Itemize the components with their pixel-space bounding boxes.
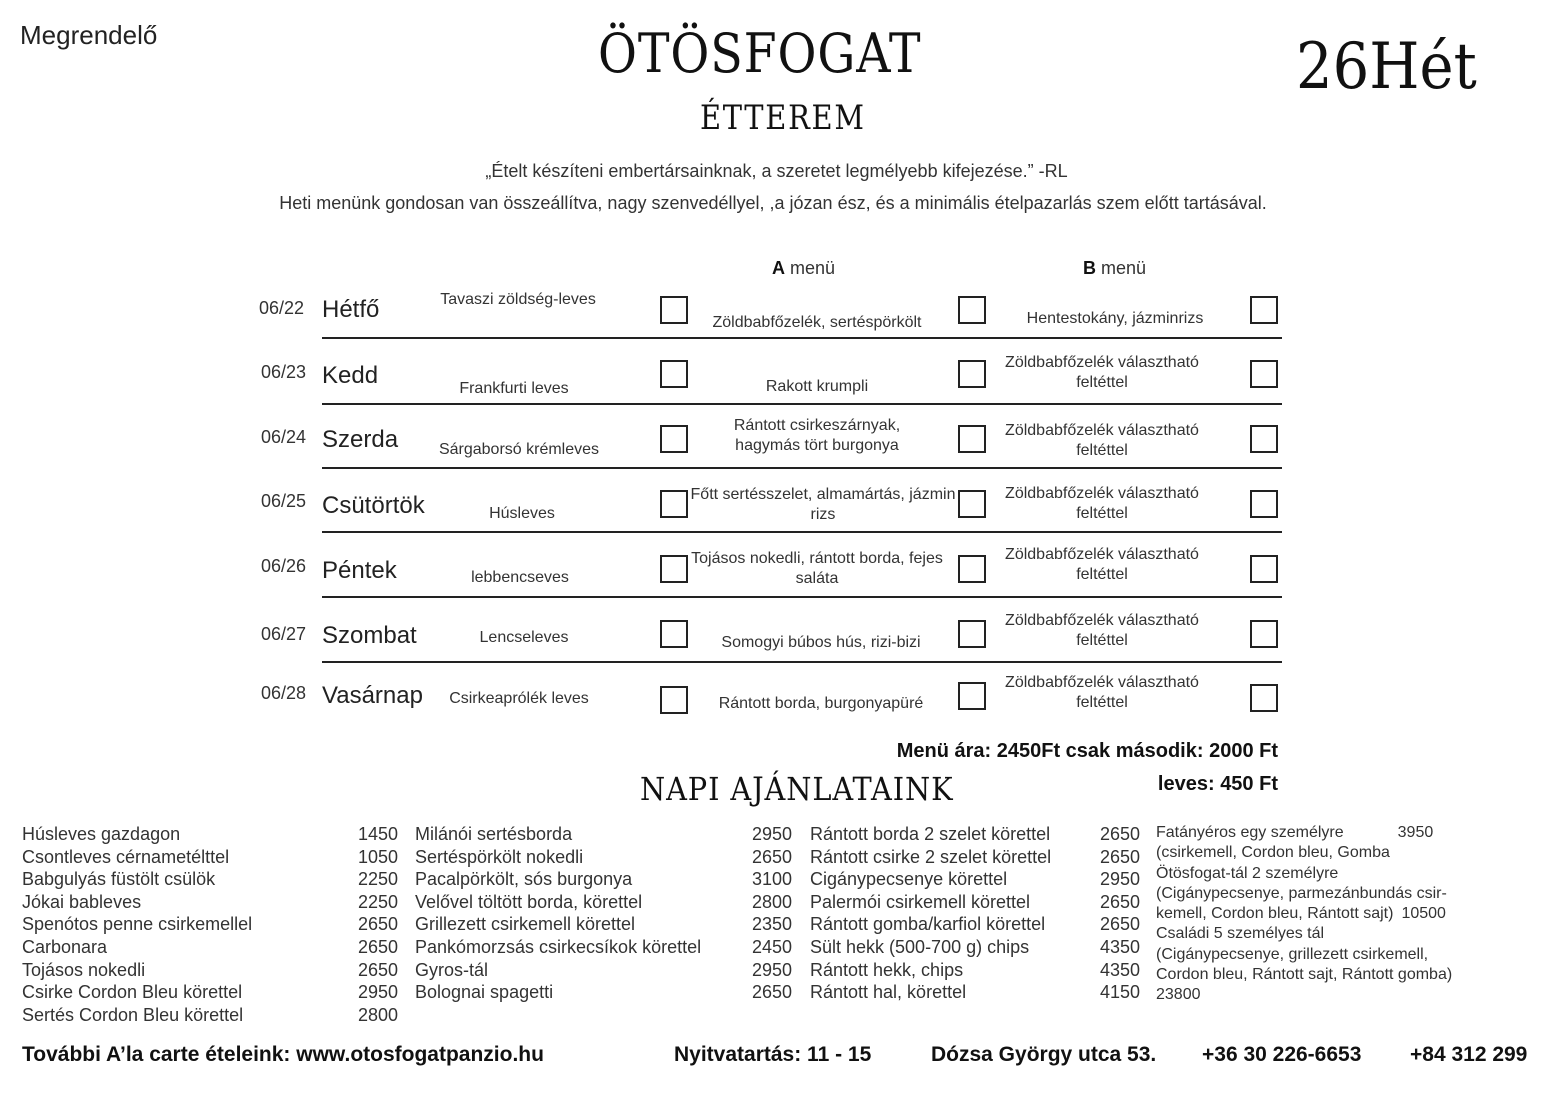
soup-checkbox[interactable] [660,686,688,714]
soup-cell: lebbencseves [471,569,569,586]
soup-cell: Tavaszi zöldség-leves [440,291,596,308]
menu-item-price: 2450 [752,936,793,957]
daily-offers-title: NAPI AJÁNLATAINK [640,770,954,808]
menu-col2-prices [752,823,792,1004]
menu-col3-prices [1100,823,1140,1004]
family-line: 23800 [1156,986,1201,1004]
menu-b-cell: Zöldbabfőzelék választható feltéttel [1005,546,1199,583]
family-price: 10500 [1401,905,1446,923]
menu-item-price: 2950 [752,959,793,980]
menu-item-price: 2650 [1100,914,1141,935]
menu-b-checkbox[interactable] [1250,555,1278,583]
day-date: 06/22 [258,298,304,318]
intro-text: Heti menünk gondosan van összeállítva, nagy szenvedéllyel, ,a józan ész, és a minimális ételpazarlás szem előtt tartásával. [279,193,1267,213]
family-line: Cordon bleu, Rántott sajt, Rántott gomba) [1156,966,1453,984]
menu-item-name: Cigánypecsenye körettel [810,869,1008,890]
menu-a-checkbox[interactable] [958,490,986,518]
row-divider [322,467,1282,469]
soup-cell: Sárgaborsó krémleves [438,441,600,458]
menu-item-name: Palermói csirkemell körettel [810,891,1031,912]
motto-quote: „Ételt készíteni embertársainknak, a szeretet legmélyebb kifejezése.” -RL [485,161,1068,181]
alacarte-website-link[interactable]: További A’la carte ételeink: www.otosfogatpanzio.hu [22,1043,544,1066]
day-date: 06/23 [260,362,306,382]
menu-item-price: 1050 [358,846,399,867]
menu-item-price: 2950 [752,824,793,844]
phone-number: +36 30 226-6653 [1202,1043,1362,1066]
menu-item-price: 2650 [358,936,399,957]
family-line: Ötösfogat-tál 2 személyre [1156,864,1339,882]
menu-a-checkbox[interactable] [958,620,986,648]
menu-a-checkbox[interactable] [958,360,986,388]
restaurant-logo-subtitle: ÉTTEREM [700,98,866,138]
menu-item-price: 2250 [358,891,399,912]
menu-a-cell: Zöldbabfőzelék, sertéspörkölt [712,314,922,331]
day-date: 06/24 [260,427,306,447]
menu-col1-prices [358,823,398,1026]
menu-b-checkbox[interactable] [1250,360,1278,388]
menu-b-cell: Zöldbabfőzelék választható feltéttel [1005,674,1199,711]
menu-item-name: Pacalpörkölt, sós burgonya [415,869,633,890]
menu-item-price: 2650 [358,914,399,935]
menu-b-checkbox[interactable] [1250,684,1278,712]
menu-a-checkbox[interactable] [958,682,986,710]
week-label: 26Hét [1296,30,1477,104]
soup-cell: Lencseleves [479,629,569,646]
menu-item-price: 2650 [1100,891,1141,912]
day-name: Kedd [322,362,379,389]
soup-checkbox[interactable] [660,620,688,648]
soup-checkbox[interactable] [660,490,688,518]
menu-a-cell: Rántott csirkeszárnyak, hagymás tört burgonya [733,417,901,454]
menu-item-name: Grillezett csirkemell körettel [415,914,636,935]
menu-item-name: Csirke Cordon Bleu körettel [22,982,243,1003]
day-date: 06/27 [260,624,306,644]
menu-a-cell: Somogyi búbos hús, rizi-bizi [721,634,921,651]
day-name: Vasárnap [322,682,423,709]
menu-b-checkbox[interactable] [1250,490,1278,518]
soup-price: leves: 450 Ft [1157,773,1278,795]
menu-item-price: 3100 [752,869,793,890]
column-heading-b: B menü [1083,258,1147,278]
menu-b-cell: Hentestokány, jázminrizs [1026,310,1204,327]
menu-item-price: 1450 [358,824,399,844]
menu-a-checkbox[interactable] [958,425,986,453]
row-divider [322,596,1282,598]
menu-a-cell: Rántott borda, burgonyapüré [718,695,924,712]
day-name: Szombat [322,622,417,649]
menu-item-name: Pankómorzsás csirkecsíkok körettel [415,936,702,957]
row-divider [322,337,1282,339]
menu-item-price: 4350 [1100,959,1141,980]
menu-b-checkbox[interactable] [1250,425,1278,453]
menu-item-name: Sült hekk (500-700 g) chips [810,936,1030,957]
menu-col3-names [810,823,1051,1004]
menu-col2-names [415,823,701,1004]
menu-item-name: Bolognai spagetti [415,982,554,1003]
menu-item-name: Carbonara [22,936,108,957]
menu-item-price: 2800 [358,1004,399,1025]
menu-a-checkbox[interactable] [958,296,986,324]
column-heading-a: A menü [772,258,836,278]
restaurant-logo: ÖTÖSFOGAT [598,22,922,85]
soup-cell: Csirkeaprólék leves [449,690,589,707]
menu-item-name: Rántott borda 2 szelet körettel [810,824,1051,844]
menu-item-name: Húsleves gazdagon [22,824,181,844]
day-date: 06/28 [260,683,306,703]
menu-col1-names [22,823,252,1026]
soup-checkbox[interactable] [660,360,688,388]
menu-item-name: Spenótos penne csirkemellel [22,914,253,935]
menu-item-name: Gyros-tál [415,959,489,980]
family-line: (Cigánypecsenye, parmezánbundás csir- [1156,884,1447,902]
menu-item-price: 4350 [1100,936,1141,957]
day-name: Szerda [322,426,399,453]
menu-item-price: 2650 [752,982,793,1003]
day-name: Péntek [322,557,397,584]
menu-item-name: Milánói sertésborda [415,824,573,844]
opening-hours: Nyitvatartás: 11 - 15 [674,1043,872,1066]
soup-cell: Frankfurti leves [459,380,569,397]
day-name: Hétfő [322,296,380,323]
menu-item-name: Babgulyás füstölt csülök [22,869,216,890]
menu-b-cell: Zöldbabfőzelék választható feltéttel [1005,422,1199,459]
phone-number-2: +84 312 299 [1410,1043,1528,1066]
row-divider [322,531,1282,533]
menu-item-price: 2650 [1100,846,1141,867]
soup-checkbox[interactable] [660,425,688,453]
menu-item-price: 2950 [1100,869,1141,890]
menu-b-cell: Zöldbabfőzelék választható feltéttel [1005,612,1199,649]
menu-item-name: Rántott csirke 2 szelet körettel [810,846,1052,867]
menu-item-name: Rántott hal, körettel [810,982,967,1003]
day-name: Csütörtök [322,492,425,519]
menu-item-name: Sertés Cordon Bleu körettel [22,1004,244,1025]
day-date: 06/26 [260,556,306,576]
menu-b-checkbox[interactable] [1250,620,1278,648]
menu-item-price: 4150 [1100,982,1141,1003]
family-line: (Cigánypecsenye, grillezett csirkemell, [1156,945,1429,963]
orderer-label: Megrendelő [20,20,158,50]
family-line: Családi 5 személyes tál [1156,925,1325,943]
menu-item-price: 2650 [358,959,399,980]
address: Dózsa György utca 53. [931,1043,1157,1066]
menu-a-cell: Tojásos nokedli, rántott borda, fejes saláta [691,550,943,587]
menu-price: Menü ára: 2450Ft csak második: 2000 Ft [896,740,1278,762]
menu-b-cell: Zöldbabfőzelék választható feltéttel [1005,485,1199,522]
menu-a-cell: Főtt sertésszelet, almamártás, jázmin rizs [690,486,956,523]
menu-item-price: 2350 [752,914,793,935]
menu-item-name: Velővel töltött borda, körettel [415,891,643,912]
menu-item-name: Sertéspörkölt nokedli [415,846,584,867]
menu-item-name: Jókai bableves [22,891,142,912]
family-price: 3950 [1397,824,1434,841]
menu-a-cell: Rakott krumpli [765,378,869,395]
menu-item-name: Tojásos nokedli [22,959,146,980]
menu-b-checkbox[interactable] [1250,296,1278,324]
family-line: (csirkemell, Cordon bleu, Gomba [1156,844,1390,862]
family-platters [1156,823,1452,1006]
menu-b-cell: Zöldbabfőzelék választható feltéttel [1005,354,1199,391]
row-divider [322,661,1282,663]
menu-item-name: Rántott hekk, chips [810,959,964,980]
family-line: Fatányéros egy személyre 3950 [1156,824,1434,841]
menu-a-checkbox[interactable] [958,555,986,583]
menu-item-price: 2250 [358,869,399,890]
menu-item-price: 2650 [1100,824,1141,844]
menu-item-price: 2650 [752,846,793,867]
menu-item-name: Rántott gomba/karfiol körettel [810,914,1046,935]
soup-checkbox[interactable] [660,296,688,324]
family-line: kemell, Cordon bleu, Rántott sajt) 10500 [1156,905,1446,923]
menu-item-price: 2950 [358,982,399,1003]
menu-item-name: Csontleves cérnametélttel [22,846,230,867]
soup-cell: Húsleves [489,505,555,522]
row-divider [322,403,1282,405]
day-date: 06/25 [260,491,306,511]
menu-item-price: 2800 [752,891,793,912]
